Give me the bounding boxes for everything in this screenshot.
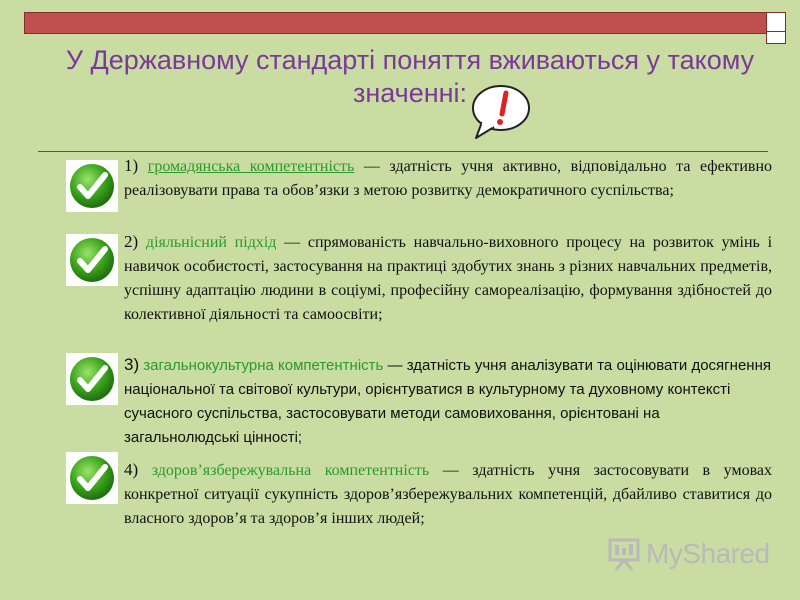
item-term: громадянська компетентність	[147, 158, 355, 175]
item-text: — здатність учня активно, відповідально та ефективно реалізовувати права та обов’язки з метою розвитку демократичного суспільства;	[124, 158, 773, 199]
item-text: — спрямованість навчально-виховного процесу на розвиток умінь і навичок особистості, застосування на практиці здобутих знань з різних навчальних предметів, успішну адаптацію людини в соціумі, професійну самореалізацію, формування здібностей до колективної діяльності та самоосвіти;	[124, 234, 773, 323]
watermark-text: MyShared	[646, 538, 770, 569]
item-term: здоров’язбережувальна компетентність	[151, 462, 430, 479]
item-number: 4)	[124, 460, 139, 479]
presentation-board-icon	[606, 536, 642, 572]
top-decor-box	[766, 12, 786, 32]
top-decor-bar	[24, 12, 768, 34]
check-icon	[66, 234, 118, 286]
check-icon	[66, 353, 118, 405]
item-term: загальнокультурна компетентність	[143, 357, 384, 374]
item-text: — здатність учня аналізувати та оцінювати досягнення національної та світової культури, орієнтуватися в культурному та духовному контексті сучасного суспільства, застосовувати методи самовиховання, орієнтовані на загальнолюдські цінності;	[124, 357, 771, 446]
list-item	[124, 458, 772, 531]
slide-title: У Державному стандарті поняття вживаються у такому значенні:	[65, 45, 755, 108]
check-icon	[66, 160, 118, 212]
list-item	[124, 154, 772, 203]
item-text: — здатність учня застосовувати в умовах конкретної ситуації сукупність здоров’язбережувальних компетенцій, дбайливо ставитися до власного здоров’я та здоров’я інших людей;	[124, 462, 773, 527]
divider-line	[38, 151, 768, 152]
speech-bubble-exclamation-icon	[468, 80, 534, 142]
list-item	[124, 230, 772, 327]
list-item	[124, 353, 772, 450]
check-icon	[66, 452, 118, 504]
item-number: 2)	[124, 232, 139, 251]
item-term: діяльнісний підхід	[145, 234, 277, 251]
top-decor-box-small	[766, 32, 786, 44]
watermark-logo	[606, 536, 776, 572]
item-number: 1)	[124, 156, 139, 175]
item-number: 3)	[124, 355, 140, 374]
